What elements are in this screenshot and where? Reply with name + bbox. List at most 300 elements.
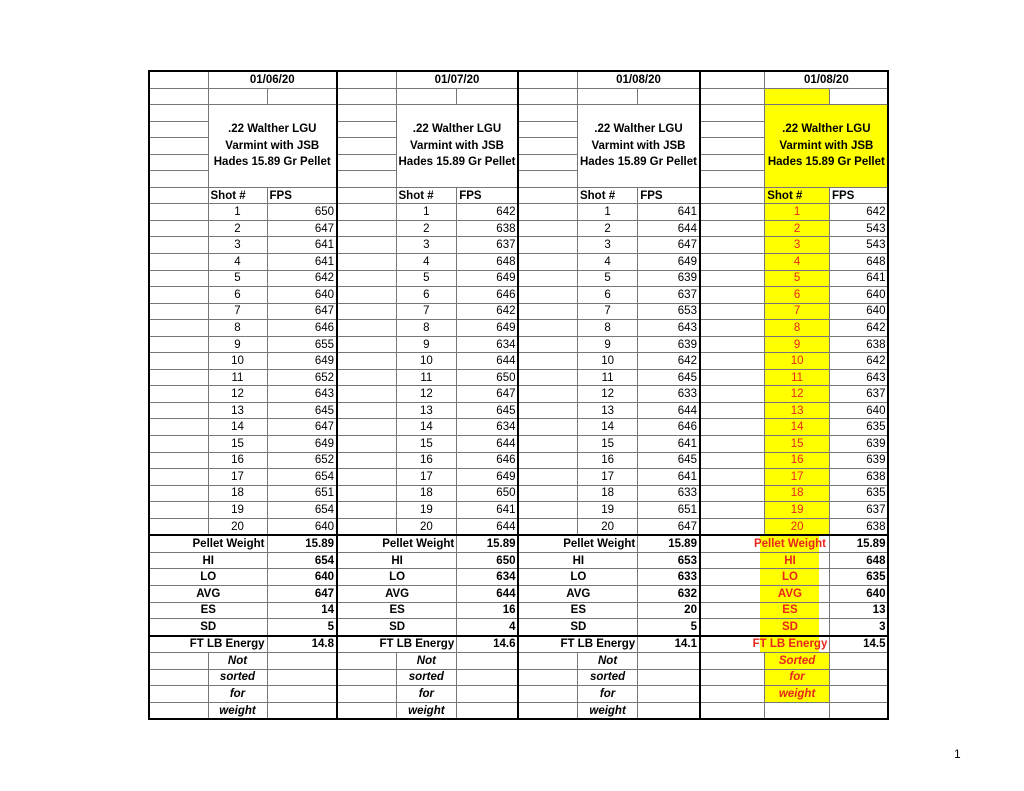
fps-value: 653 — [638, 303, 700, 320]
shot-number: 11 — [208, 369, 267, 386]
shot-number: 12 — [208, 386, 267, 403]
blank-cell — [337, 171, 396, 188]
blank-cell — [149, 653, 208, 670]
note-text: sorted — [396, 669, 457, 686]
blank-cell — [518, 518, 577, 535]
fps-value: 644 — [457, 518, 519, 535]
blank-cell — [700, 154, 765, 171]
fps-value: 648 — [829, 254, 888, 271]
group-title-line: .22 Walther LGU — [228, 123, 317, 136]
hi-value: 650 — [457, 552, 519, 569]
blank-cell — [337, 419, 396, 436]
blank-cell — [337, 402, 396, 419]
group-title — [577, 105, 699, 188]
blank-cell — [149, 369, 208, 386]
fps-value: 633 — [638, 485, 700, 502]
es-value-label: ES — [518, 602, 637, 619]
blank-cell — [518, 320, 577, 337]
fps-value: 647 — [638, 237, 700, 254]
note-text: weight — [208, 702, 267, 719]
blank-cell — [149, 469, 208, 486]
sd-value-label: SD — [518, 619, 637, 636]
shot-number: 18 — [765, 485, 830, 502]
shot-number: 6 — [396, 287, 457, 304]
blank-cell — [829, 669, 888, 686]
blank-cell — [149, 320, 208, 337]
shot-number: 20 — [765, 518, 830, 535]
note-text: weight — [765, 686, 830, 703]
shot-number: 5 — [396, 270, 457, 287]
shot-number: 10 — [577, 353, 637, 370]
fps-value: 638 — [829, 469, 888, 486]
blank-cell — [518, 419, 577, 436]
note-text: for — [396, 686, 457, 703]
shot-number: 17 — [577, 469, 637, 486]
es-value: 16 — [457, 602, 519, 619]
fps-value: 642 — [638, 353, 700, 370]
fps-value: 655 — [267, 336, 337, 353]
fps-value: 641 — [829, 270, 888, 287]
note-text: Not — [577, 653, 637, 670]
shot-header: Shot # — [577, 187, 637, 204]
group-title-line: Hades 15.89 Gr Pellet — [398, 156, 516, 169]
fps-value: 638 — [829, 518, 888, 535]
blank-cell — [337, 702, 396, 719]
shot-number: 4 — [208, 254, 267, 271]
fps-value: 637 — [457, 237, 519, 254]
avg-value: 644 — [457, 585, 519, 602]
blank-cell — [700, 121, 765, 138]
energy-value-label: FT LB Energy — [518, 636, 637, 653]
shot-number: 12 — [577, 386, 637, 403]
blank-cell — [518, 171, 577, 188]
note-text: for — [765, 669, 830, 686]
stat-row — [149, 569, 888, 586]
fps-value: 639 — [638, 336, 700, 353]
fps-value: 640 — [267, 518, 337, 535]
blank-cell — [700, 353, 765, 370]
blank-cell — [337, 270, 396, 287]
fps-value: 644 — [457, 353, 519, 370]
blank-cell — [457, 702, 519, 719]
fps-value: 640 — [829, 287, 888, 304]
group-title-line: Varmint with JSB — [779, 139, 874, 152]
blank-cell — [149, 518, 208, 535]
blank-cell — [337, 686, 396, 703]
fps-value: 642 — [457, 204, 519, 221]
shot-number: 12 — [765, 386, 830, 403]
group-title-line: Hades 15.89 Gr Pellet — [213, 156, 331, 169]
fps-value: 650 — [457, 485, 519, 502]
shot-row — [149, 320, 888, 337]
group-title-line: .22 Walther LGU — [594, 123, 683, 136]
group-date: 01/08/20 — [577, 71, 699, 88]
shot-number: 14 — [396, 419, 457, 436]
sd-value-label-text: SD — [781, 620, 798, 633]
blank-cell — [149, 287, 208, 304]
blank-cell — [337, 204, 396, 221]
group-title — [765, 105, 889, 188]
shot-number: 8 — [396, 320, 457, 337]
blank-cell — [700, 254, 765, 271]
shot-number: 14 — [765, 419, 830, 436]
blank-cell — [518, 270, 577, 287]
shot-number: 6 — [208, 287, 267, 304]
shot-number: 12 — [396, 386, 457, 403]
stat-row — [149, 552, 888, 569]
fps-value: 641 — [267, 254, 337, 271]
group-title-line: Varmint with JSB — [591, 139, 686, 152]
shot-number: 15 — [396, 436, 457, 453]
shot-row — [149, 204, 888, 221]
blank-cell — [700, 485, 765, 502]
fps-value: 648 — [457, 254, 519, 271]
fps-value: 647 — [267, 220, 337, 237]
shot-number: 16 — [765, 452, 830, 469]
fps-value: 645 — [457, 402, 519, 419]
blank-cell — [518, 502, 577, 519]
blank-cell — [518, 669, 577, 686]
pellet-weight-label: Pellet Weight — [149, 535, 267, 552]
blank-cell — [700, 502, 765, 519]
blank-cell — [149, 254, 208, 271]
shot-number: 3 — [208, 237, 267, 254]
fps-value: 640 — [267, 287, 337, 304]
blank-cell — [700, 386, 765, 403]
shot-number: 1 — [396, 204, 457, 221]
blank-cell — [337, 138, 396, 155]
pellet-weight-label: Pellet Weight — [337, 535, 457, 552]
blank-cell — [700, 452, 765, 469]
shot-row — [149, 353, 888, 370]
title-row — [149, 105, 888, 122]
blank-cell — [700, 669, 765, 686]
fps-value: 643 — [638, 320, 700, 337]
blank-cell — [149, 669, 208, 686]
hi-value-label: HI — [337, 552, 457, 569]
blank-cell — [829, 653, 888, 670]
blank-cell — [149, 187, 208, 204]
shot-number: 17 — [396, 469, 457, 486]
lo-value: 635 — [829, 569, 888, 586]
shot-number: 9 — [208, 336, 267, 353]
blank-cell — [337, 320, 396, 337]
blank-cell — [337, 154, 396, 171]
blank-cell — [700, 419, 765, 436]
avg-value: 647 — [267, 585, 337, 602]
fps-value: 638 — [457, 220, 519, 237]
shot-number: 4 — [396, 254, 457, 271]
sd-value-label: SD — [337, 619, 457, 636]
blank-cell — [337, 452, 396, 469]
blank-cell — [518, 469, 577, 486]
shot-row — [149, 518, 888, 535]
shot-number: 2 — [577, 220, 637, 237]
es-value: 13 — [829, 602, 888, 619]
group-date: 01/06/20 — [208, 71, 337, 88]
blank-cell — [700, 402, 765, 419]
fps-value: 646 — [457, 452, 519, 469]
blank-cell — [149, 105, 208, 122]
shot-row — [149, 419, 888, 436]
shot-number: 18 — [577, 485, 637, 502]
shot-row — [149, 386, 888, 403]
fps-value: 650 — [457, 369, 519, 386]
blank-cell — [700, 138, 765, 155]
blank-cell — [829, 702, 888, 719]
shot-number: 19 — [577, 502, 637, 519]
blank-cell — [700, 436, 765, 453]
blank-cell — [765, 88, 830, 105]
avg-value-label: AVG — [518, 585, 637, 602]
shot-row — [149, 237, 888, 254]
shot-row — [149, 452, 888, 469]
avg-value-label-text: AVG — [777, 587, 802, 600]
date-row — [149, 71, 888, 88]
es-value: 14 — [267, 602, 337, 619]
fps-value: 649 — [638, 254, 700, 271]
blank-cell — [267, 653, 337, 670]
fps-value: 641 — [638, 204, 700, 221]
blank-cell — [700, 204, 765, 221]
fps-value: 643 — [267, 386, 337, 403]
fps-header: FPS — [638, 187, 700, 204]
blank-cell — [518, 187, 577, 204]
blank-cell — [149, 686, 208, 703]
shot-number: 15 — [765, 436, 830, 453]
lo-value-label — [700, 569, 830, 586]
blank-cell — [337, 502, 396, 519]
shot-number: 10 — [208, 353, 267, 370]
group-title-line: Hades 15.89 Gr Pellet — [579, 156, 697, 169]
blank-cell — [149, 71, 208, 88]
blank-cell — [337, 653, 396, 670]
blank-cell — [149, 436, 208, 453]
blank-cell — [518, 452, 577, 469]
stat-row — [149, 636, 888, 653]
blank-cell — [577, 88, 637, 105]
shot-row — [149, 270, 888, 287]
blank-cell — [518, 353, 577, 370]
blank-cell — [149, 419, 208, 436]
pellet-weight: 15.89 — [638, 535, 700, 552]
sd-value: 5 — [267, 619, 337, 636]
es-value-label — [700, 602, 830, 619]
spacer-row — [149, 88, 888, 105]
shot-number: 3 — [396, 237, 457, 254]
page-number: 1 — [954, 747, 961, 761]
blank-cell — [457, 653, 519, 670]
note-row — [149, 686, 888, 703]
note-text: weight — [396, 702, 457, 719]
shot-row — [149, 287, 888, 304]
blank-cell — [700, 171, 765, 188]
blank-cell — [518, 287, 577, 304]
blank-cell — [337, 187, 396, 204]
blank-cell — [829, 88, 888, 105]
blank-cell — [337, 518, 396, 535]
blank-cell — [337, 369, 396, 386]
note-text: Not — [208, 653, 267, 670]
fps-value: 646 — [638, 419, 700, 436]
blank-cell — [700, 303, 765, 320]
blank-cell — [149, 303, 208, 320]
shot-number: 11 — [577, 369, 637, 386]
shot-number: 1 — [577, 204, 637, 221]
group-title-line: Varmint with JSB — [410, 139, 504, 152]
stat-row — [149, 602, 888, 619]
fps-value: 646 — [457, 287, 519, 304]
fps-value: 647 — [267, 303, 337, 320]
sd-value-label — [700, 619, 830, 636]
shot-number: 8 — [765, 320, 830, 337]
hi-value-label — [700, 552, 830, 569]
shot-row — [149, 254, 888, 271]
fps-value: 637 — [829, 386, 888, 403]
blank-cell — [518, 105, 577, 122]
pellet-weight-label: Pellet Weight — [518, 535, 637, 552]
fps-value: 643 — [829, 369, 888, 386]
avg-value-label: AVG — [149, 585, 267, 602]
fps-value: 642 — [829, 353, 888, 370]
fps-value: 644 — [457, 436, 519, 453]
blank-cell — [337, 336, 396, 353]
shot-number: 6 — [765, 287, 830, 304]
shot-number: 4 — [765, 254, 830, 271]
avg-value-label — [700, 585, 830, 602]
blank-cell — [638, 686, 700, 703]
fps-value: 650 — [267, 204, 337, 221]
blank-cell — [149, 452, 208, 469]
lo-value-label: LO — [149, 569, 267, 586]
blank-cell — [638, 88, 700, 105]
blank-cell — [149, 485, 208, 502]
shot-number: 13 — [208, 402, 267, 419]
blank-cell — [267, 669, 337, 686]
shot-row — [149, 402, 888, 419]
blank-cell — [149, 336, 208, 353]
stat-row — [149, 619, 888, 636]
shot-number: 2 — [765, 220, 830, 237]
es-value-label: ES — [149, 602, 267, 619]
fps-value: 543 — [829, 237, 888, 254]
shot-number: 13 — [396, 402, 457, 419]
shot-number: 6 — [577, 287, 637, 304]
blank-cell — [638, 653, 700, 670]
shot-number: 20 — [208, 518, 267, 535]
blank-cell — [396, 88, 457, 105]
fps-value: 644 — [638, 220, 700, 237]
fps-header: FPS — [267, 187, 337, 204]
group-date: 01/08/20 — [765, 71, 889, 88]
pellet-weight: 15.89 — [267, 535, 337, 552]
fps-value: 645 — [638, 452, 700, 469]
blank-cell — [149, 270, 208, 287]
note-row — [149, 669, 888, 686]
fps-value: 646 — [267, 320, 337, 337]
fps-value: 642 — [829, 204, 888, 221]
blank-cell — [337, 436, 396, 453]
shot-number: 1 — [765, 204, 830, 221]
fps-value: 640 — [829, 402, 888, 419]
blank-cell — [149, 121, 208, 138]
blank-cell — [267, 686, 337, 703]
shot-number: 14 — [208, 419, 267, 436]
blank-cell — [829, 686, 888, 703]
note-row — [149, 653, 888, 670]
group-title — [208, 105, 337, 188]
shot-number: 5 — [208, 270, 267, 287]
shot-number: 17 — [765, 469, 830, 486]
shot-number: 3 — [765, 237, 830, 254]
energy-value-label: FT LB Energy — [337, 636, 457, 653]
blank-cell — [700, 369, 765, 386]
shot-row — [149, 485, 888, 502]
energy-value-label-text: FT LB Energy — [752, 638, 828, 651]
shot-number: 16 — [208, 452, 267, 469]
shot-number: 10 — [396, 353, 457, 370]
lo-value-label: LO — [518, 569, 637, 586]
blank-cell — [337, 485, 396, 502]
pellet-weight-label — [700, 535, 830, 552]
sd-value: 5 — [638, 619, 700, 636]
note-text: for — [577, 686, 637, 703]
blank-cell — [518, 254, 577, 271]
group-title-line: Varmint with JSB — [225, 139, 320, 152]
fps-value: 652 — [267, 452, 337, 469]
fps-value: 638 — [829, 336, 888, 353]
shot-number: 20 — [396, 518, 457, 535]
blank-cell — [518, 154, 577, 171]
blank-cell — [638, 702, 700, 719]
blank-cell — [700, 88, 765, 105]
shot-number: 13 — [765, 402, 830, 419]
shot-number: 13 — [577, 402, 637, 419]
hi-value: 654 — [267, 552, 337, 569]
sd-value-label: SD — [149, 619, 267, 636]
group-title-line: .22 Walther LGU — [412, 123, 502, 136]
shot-number: 10 — [765, 353, 830, 370]
pellet-weight: 15.89 — [457, 535, 519, 552]
blank-cell — [518, 303, 577, 320]
note-text: sorted — [208, 669, 267, 686]
fps-value: 647 — [457, 386, 519, 403]
blank-cell — [149, 502, 208, 519]
fps-value: 639 — [638, 270, 700, 287]
fps-value: 639 — [829, 436, 888, 453]
blank-cell — [700, 270, 765, 287]
hi-value: 648 — [829, 552, 888, 569]
shot-number: 9 — [765, 336, 830, 353]
energy-value-label — [700, 636, 830, 653]
blank-cell — [518, 220, 577, 237]
hi-value: 653 — [638, 552, 700, 569]
blank-cell — [518, 702, 577, 719]
shot-header: Shot # — [208, 187, 267, 204]
shot-row — [149, 469, 888, 486]
es-value: 20 — [638, 602, 700, 619]
shot-number: 18 — [208, 485, 267, 502]
fps-value: 649 — [457, 270, 519, 287]
shot-header: Shot # — [396, 187, 457, 204]
fps-value: 654 — [267, 502, 337, 519]
fps-value: 645 — [638, 369, 700, 386]
fps-value: 637 — [829, 502, 888, 519]
shot-number: 8 — [577, 320, 637, 337]
shot-number: 16 — [577, 452, 637, 469]
blank-cell — [638, 669, 700, 686]
fps-value: 645 — [267, 402, 337, 419]
